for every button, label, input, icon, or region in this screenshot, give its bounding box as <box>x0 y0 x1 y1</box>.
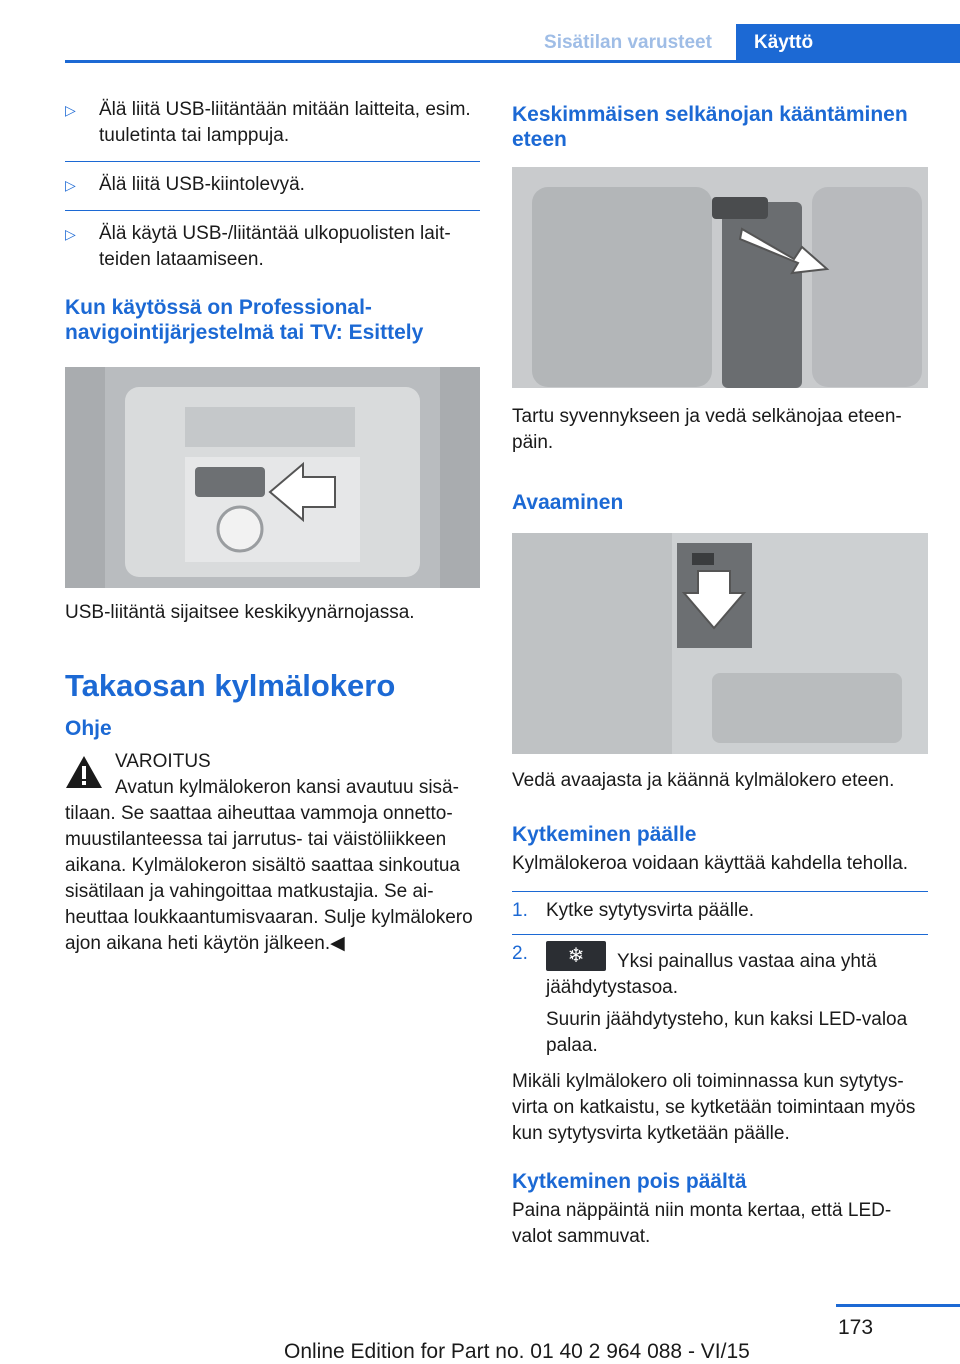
section-heading-fold: Keskimmäisen selkänojan kääntäminen eteen <box>512 103 908 151</box>
divider <box>65 210 480 211</box>
divider <box>512 934 928 935</box>
triangle-bullet-icon: ▷ <box>65 226 76 242</box>
step-number: 1. <box>512 900 528 921</box>
page-number: 173 <box>838 1316 874 1339</box>
bullet-text: Älä liitä USB-liitäntään mitään laitteita, esim. tuuletinta tai lamppuja. <box>99 99 471 146</box>
divider <box>65 161 480 162</box>
section-heading-off: Kytkeminen pois päältä <box>512 1170 747 1193</box>
section-heading-open: Avaaminen <box>512 491 624 514</box>
step-text: Yksi painallus vastaa aina yhtä jäähdytystasoa. <box>546 951 877 998</box>
step-2 <box>512 941 928 1059</box>
usb-caption: USB-liitäntä sijaitsee keskikyynärnojassa. <box>65 602 415 623</box>
bullet-text: Älä liitä USB-kiintolevyä. <box>99 174 305 195</box>
step-1 <box>512 898 928 924</box>
warning-triangle-icon <box>65 755 103 789</box>
page-number-rule <box>836 1304 960 1307</box>
bullet-item <box>65 97 480 149</box>
step-text: Kytke sytytysvirta päälle. <box>546 900 755 921</box>
open-caption: Vedä avaajasta ja käännä kylmälokero eteen. <box>512 770 895 791</box>
seatback-photo <box>512 167 928 388</box>
bullet-item <box>65 221 480 273</box>
header-chapter-tab: Käyttö <box>736 24 960 62</box>
step-number: 2. <box>512 943 528 964</box>
note-heading: Ohje <box>65 717 112 740</box>
right-column <box>512 102 928 1250</box>
left-column <box>65 97 480 957</box>
warning-text: Avatun kylmälokeron kansi avautuu sisätilaan. Se saattaa aiheuttaa vammoja onnettomuustilanteessa tai jarrutus- tai väistöliikkeen aikana. Kylmälokeron sisältö saattaa sinkoutua sisätilaan ja vahingoittaa matkustajia. Se aiheuttaa loukkaantumisvaaran. Sulje kylmälokero ajon aikana heti käytön jälkeen.◀ <box>65 777 473 954</box>
bullet-text: Älä käytä USB-/liitäntää ulkopuolisten laitteiden lataamiseen. <box>99 223 451 270</box>
fold-caption: Tartu syvennykseen ja vedä selkänojaa eteenpäin. <box>512 406 902 453</box>
on-note: Mikäli kylmälokero oli toiminnassa kun sytytysvirta on katkaistu, se kytketään toimintaan myös kun sytytysvirta kytketään päälle. <box>512 1071 916 1144</box>
divider <box>512 891 928 892</box>
section-heading-usb: Kun käytössä on Professional-navigointijärjestelmä tai TV: Esittely <box>65 296 424 344</box>
edition-line: Online Edition for Part no. 01 40 2 964 088 - VI/15 <box>284 1340 750 1363</box>
warning-title: VAROITUS <box>115 751 211 772</box>
cool-box-photo <box>512 533 928 754</box>
section-heading-on: Kytkeminen päälle <box>512 823 697 846</box>
main-heading: Takaosan kylmälokero <box>65 668 396 703</box>
triangle-bullet-icon: ▷ <box>65 102 76 118</box>
step-2-note: Suurin jäähdytysteho, kun kaksi LED-valoa palaa. <box>546 1009 908 1056</box>
header-rule <box>65 60 960 63</box>
triangle-bullet-icon: ▷ <box>65 177 76 193</box>
cool-box-button <box>546 941 606 971</box>
warning-block <box>65 749 480 775</box>
off-text: Paina näppäintä niin monta kertaa, että LED-valot sammuvat. <box>512 1200 892 1247</box>
bullet-item <box>65 172 480 198</box>
snowflake-icon: ❄ <box>567 945 585 967</box>
on-intro: Kylmälokeroa voidaan käyttää kahdella teholla. <box>512 853 909 874</box>
usb-console-photo <box>65 367 480 588</box>
header-section-title: Sisätilan varusteet <box>544 32 712 53</box>
